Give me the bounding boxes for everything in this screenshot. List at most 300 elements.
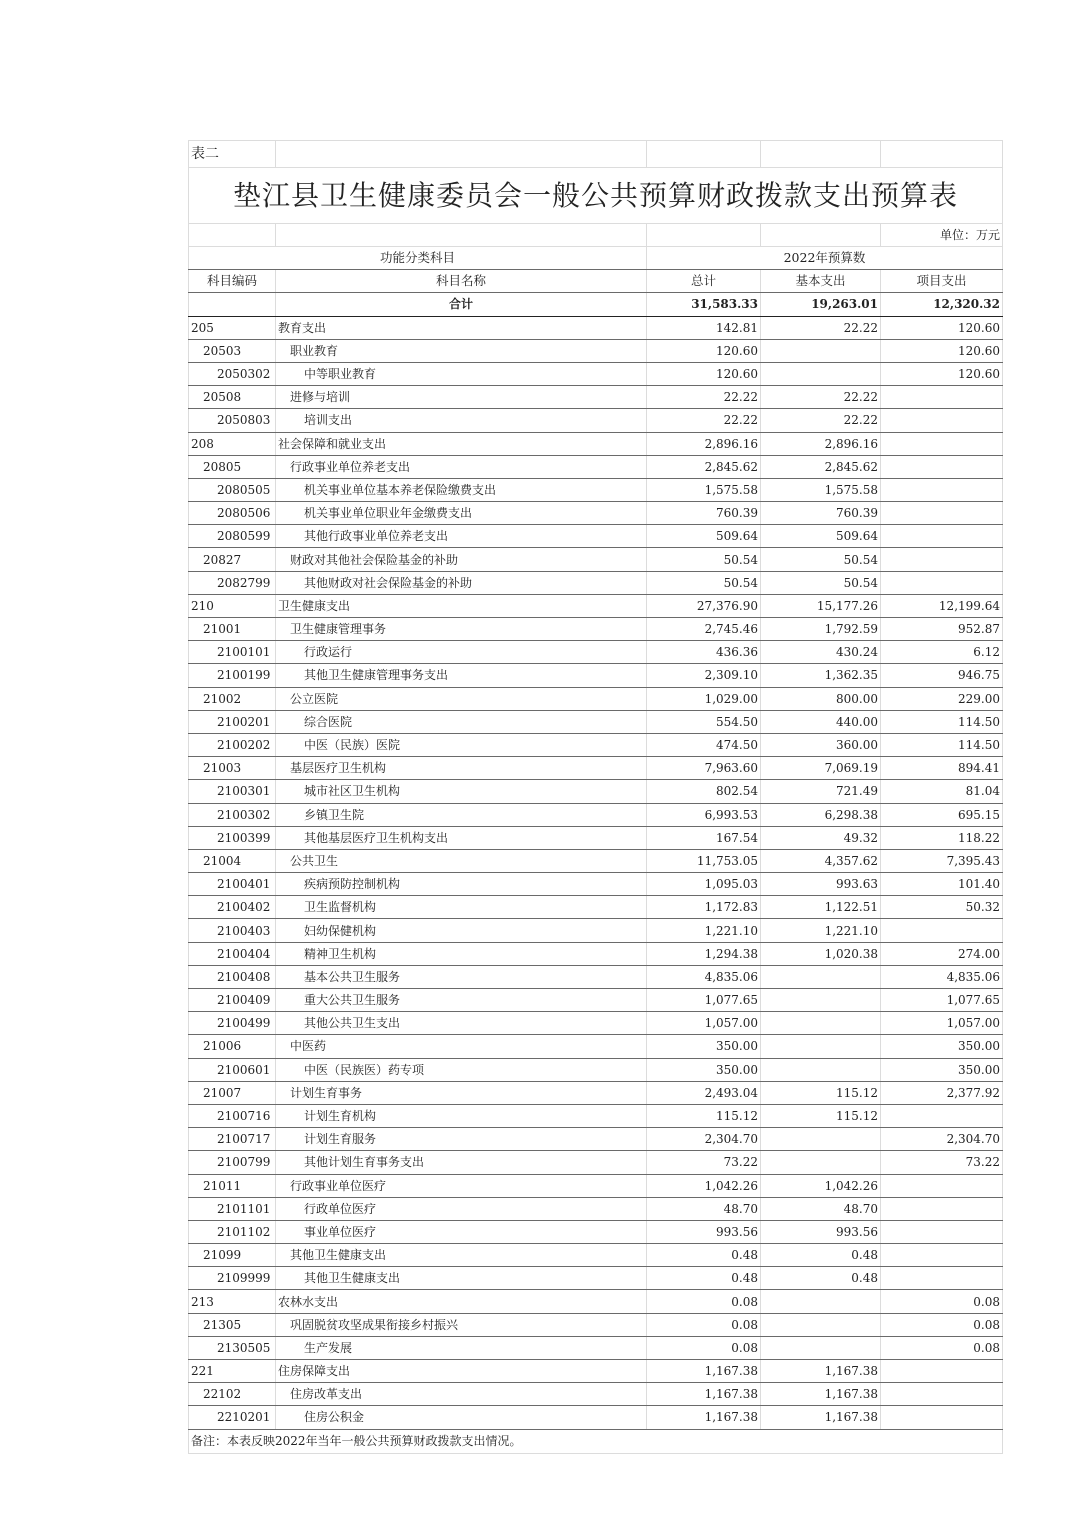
row-code: 21099: [189, 1244, 276, 1267]
table-row: [189, 1267, 1003, 1290]
row-total: 350.00: [647, 1035, 761, 1058]
row-code: 21002: [189, 687, 276, 710]
row-name: 其他基层医疗卫生机构支出: [276, 826, 647, 849]
row-total: 120.60: [647, 339, 761, 362]
row-name: 妇幼保健机构: [276, 919, 647, 942]
table-note: 备注：本表反映2022年当年一般公共预算财政拨款支出情况。: [189, 1429, 1003, 1453]
row-project: [881, 1174, 1003, 1197]
row-basic: [761, 965, 881, 988]
row-project: [881, 1383, 1003, 1406]
row-basic: 7,069.19: [761, 757, 881, 780]
row-code: 205: [189, 316, 276, 339]
row-name: 行政事业单位医疗: [276, 1174, 647, 1197]
row-total: 474.50: [647, 733, 761, 756]
row-project: 952.87: [881, 618, 1003, 641]
table-row: [189, 989, 1003, 1012]
row-name: 财政对其他社会保险基金的补助: [276, 548, 647, 571]
row-total: 2,493.04: [647, 1081, 761, 1104]
row-basic: 115.12: [761, 1081, 881, 1104]
row-code: 2100301: [189, 780, 276, 803]
row-code: 2100399: [189, 826, 276, 849]
row-name: 住房改革支出: [276, 1383, 647, 1406]
row-code: 20805: [189, 455, 276, 478]
row-basic: [761, 1151, 881, 1174]
row-project: [881, 571, 1003, 594]
row-project: [881, 1220, 1003, 1243]
table-row: [189, 1383, 1003, 1406]
row-basic: [761, 362, 881, 385]
row-basic: 1,792.59: [761, 618, 881, 641]
table-row: [189, 386, 1003, 409]
row-code: 21001: [189, 618, 276, 641]
row-total: 22.22: [647, 386, 761, 409]
row-name: 公共卫生: [276, 849, 647, 872]
row-code: 208: [189, 432, 276, 455]
row-code: 2100201: [189, 710, 276, 733]
row-project: [881, 455, 1003, 478]
row-code: 2082799: [189, 571, 276, 594]
row-project: 0.08: [881, 1336, 1003, 1359]
row-total: 11,753.05: [647, 849, 761, 872]
row-code: 2100403: [189, 919, 276, 942]
row-project: 73.22: [881, 1151, 1003, 1174]
row-project: [881, 409, 1003, 432]
row-code: 2100199: [189, 664, 276, 687]
title-row: [189, 168, 1003, 224]
row-code: 2101102: [189, 1220, 276, 1243]
row-basic: 115.12: [761, 1104, 881, 1127]
row-basic: 1,167.38: [761, 1360, 881, 1383]
row-name: 其他卫生健康管理事务支出: [276, 664, 647, 687]
row-project: [881, 478, 1003, 501]
row-name: 中等职业教育: [276, 362, 647, 385]
row-total: 0.48: [647, 1244, 761, 1267]
unit-row: [189, 224, 1003, 247]
row-code: 21007: [189, 1081, 276, 1104]
row-code: 2130505: [189, 1336, 276, 1359]
row-project: 6.12: [881, 641, 1003, 664]
row-basic: [761, 1058, 881, 1081]
table-row: [189, 478, 1003, 501]
row-total: 50.54: [647, 548, 761, 571]
total-basic: 19,263.01: [761, 293, 881, 316]
row-basic: 1,167.38: [761, 1383, 881, 1406]
row-code: 2100408: [189, 965, 276, 988]
row-total: 1,221.10: [647, 919, 761, 942]
row-project: [881, 1197, 1003, 1220]
table-row: [189, 1174, 1003, 1197]
row-basic: [761, 1313, 881, 1336]
row-project: 7,395.43: [881, 849, 1003, 872]
header-budget-group: 2022年预算数: [647, 247, 1003, 270]
row-code: 213: [189, 1290, 276, 1313]
row-project: 0.08: [881, 1313, 1003, 1336]
row-code: 210: [189, 594, 276, 617]
table-row: [189, 757, 1003, 780]
table-row: [189, 1151, 1003, 1174]
header-basic: 基本支出: [761, 270, 881, 293]
table-row: [189, 339, 1003, 362]
total-row: [189, 293, 1003, 316]
table-row: [189, 1313, 1003, 1336]
row-basic: [761, 339, 881, 362]
row-code: 2100401: [189, 873, 276, 896]
table-label-row: [189, 141, 1003, 168]
table-row: [189, 1336, 1003, 1359]
header-group-row: [189, 247, 1003, 270]
budget-sheet: [188, 140, 1002, 1454]
row-project: 118.22: [881, 826, 1003, 849]
row-code: 2210201: [189, 1406, 276, 1429]
row-code: 2100302: [189, 803, 276, 826]
row-name: 行政单位医疗: [276, 1197, 647, 1220]
row-basic: 2,845.62: [761, 455, 881, 478]
row-name: 住房公积金: [276, 1406, 647, 1429]
row-code: 2100799: [189, 1151, 276, 1174]
row-project: 12,199.64: [881, 594, 1003, 617]
row-total: 48.70: [647, 1197, 761, 1220]
row-name: 公立医院: [276, 687, 647, 710]
row-basic: 48.70: [761, 1197, 881, 1220]
row-project: 1,077.65: [881, 989, 1003, 1012]
header-code: 科目编码: [189, 270, 276, 293]
table-row: [189, 1197, 1003, 1220]
row-code: 21011: [189, 1174, 276, 1197]
table-row: [189, 710, 1003, 733]
row-basic: 430.24: [761, 641, 881, 664]
row-code: 20508: [189, 386, 276, 409]
row-name: 事业单位医疗: [276, 1220, 647, 1243]
row-total: 0.48: [647, 1267, 761, 1290]
header-columns-row: [189, 270, 1003, 293]
row-total: 350.00: [647, 1058, 761, 1081]
table-row: [189, 1104, 1003, 1127]
header-project: 项目支出: [881, 270, 1003, 293]
row-total: 73.22: [647, 1151, 761, 1174]
row-name: 生产发展: [276, 1336, 647, 1359]
row-total: 2,309.10: [647, 664, 761, 687]
table-row: [189, 1128, 1003, 1151]
row-code: 2100402: [189, 896, 276, 919]
row-name: 巩固脱贫攻坚成果衔接乡村振兴: [276, 1313, 647, 1336]
row-project: 0.08: [881, 1290, 1003, 1313]
page-title: 垫江县卫生健康委员会一般公共预算财政拨款支出预算表: [189, 168, 1003, 224]
budget-table: [188, 140, 1003, 1454]
row-name: 职业教育: [276, 339, 647, 362]
row-name: 住房保障支出: [276, 1360, 647, 1383]
row-name: 机关事业单位职业年金缴费支出: [276, 502, 647, 525]
row-name: 其他财政对社会保险基金的补助: [276, 571, 647, 594]
row-name: 计划生育服务: [276, 1128, 647, 1151]
row-total: 27,376.90: [647, 594, 761, 617]
row-name: 卫生健康支出: [276, 594, 647, 617]
row-project: [881, 432, 1003, 455]
table-row: [189, 455, 1003, 478]
row-basic: [761, 989, 881, 1012]
row-total: 2,845.62: [647, 455, 761, 478]
row-basic: 1,042.26: [761, 1174, 881, 1197]
row-total: 120.60: [647, 362, 761, 385]
row-project: 114.50: [881, 733, 1003, 756]
row-name: 行政事业单位养老支出: [276, 455, 647, 478]
table-row: [189, 780, 1003, 803]
table-row: [189, 1081, 1003, 1104]
row-name: 其他公共卫生支出: [276, 1012, 647, 1035]
row-total: 142.81: [647, 316, 761, 339]
table-row: [189, 896, 1003, 919]
row-basic: [761, 1290, 881, 1313]
row-project: [881, 1244, 1003, 1267]
row-name: 综合医院: [276, 710, 647, 733]
row-total: 1,172.83: [647, 896, 761, 919]
row-code: 2100716: [189, 1104, 276, 1127]
row-code: 21003: [189, 757, 276, 780]
row-basic: 1,221.10: [761, 919, 881, 942]
row-total: 1,077.65: [647, 989, 761, 1012]
table-row: [189, 873, 1003, 896]
row-basic: 49.32: [761, 826, 881, 849]
row-code: 21004: [189, 849, 276, 872]
row-code: 2100499: [189, 1012, 276, 1035]
table-row: [189, 641, 1003, 664]
row-total: 22.22: [647, 409, 761, 432]
row-total: 2,896.16: [647, 432, 761, 455]
row-basic: [761, 1336, 881, 1359]
row-project: 120.60: [881, 339, 1003, 362]
table-row: [189, 1058, 1003, 1081]
row-code: 2080599: [189, 525, 276, 548]
row-project: [881, 525, 1003, 548]
table-row: [189, 1290, 1003, 1313]
row-name: 社会保障和就业支出: [276, 432, 647, 455]
row-basic: 50.54: [761, 571, 881, 594]
row-project: 120.60: [881, 316, 1003, 339]
row-total: 1,575.58: [647, 478, 761, 501]
row-basic: 1,020.38: [761, 942, 881, 965]
row-code: 2080506: [189, 502, 276, 525]
row-name: 其他计划生育事务支出: [276, 1151, 647, 1174]
row-code: 20827: [189, 548, 276, 571]
row-project: [881, 1104, 1003, 1127]
row-project: 2,377.92: [881, 1081, 1003, 1104]
row-total: 993.56: [647, 1220, 761, 1243]
row-basic: [761, 1128, 881, 1151]
row-code: 20503: [189, 339, 276, 362]
row-total: 2,304.70: [647, 1128, 761, 1151]
row-project: 101.40: [881, 873, 1003, 896]
row-basic: [761, 1012, 881, 1035]
row-total: 7,963.60: [647, 757, 761, 780]
row-basic: 509.64: [761, 525, 881, 548]
row-project: 114.50: [881, 710, 1003, 733]
table-row: [189, 826, 1003, 849]
row-code: 2100409: [189, 989, 276, 1012]
row-total: 6,993.53: [647, 803, 761, 826]
table-row: [189, 687, 1003, 710]
row-project: 695.15: [881, 803, 1003, 826]
row-basic: 6,298.38: [761, 803, 881, 826]
row-project: [881, 548, 1003, 571]
table-row: [189, 618, 1003, 641]
row-total: 1,167.38: [647, 1360, 761, 1383]
row-basic: 360.00: [761, 733, 881, 756]
row-code: 21305: [189, 1313, 276, 1336]
row-basic: 1,167.38: [761, 1406, 881, 1429]
table-row: [189, 525, 1003, 548]
row-total: 1,042.26: [647, 1174, 761, 1197]
row-name: 基本公共卫生服务: [276, 965, 647, 988]
row-basic: 993.56: [761, 1220, 881, 1243]
row-name: 卫生健康管理事务: [276, 618, 647, 641]
row-total: 1,167.38: [647, 1406, 761, 1429]
row-code: 2100404: [189, 942, 276, 965]
table-row: [189, 965, 1003, 988]
row-total: 1,029.00: [647, 687, 761, 710]
header-total: 总计: [647, 270, 761, 293]
table-row: [189, 1244, 1003, 1267]
row-total: 50.54: [647, 571, 761, 594]
table-row: [189, 733, 1003, 756]
row-name: 进修与培训: [276, 386, 647, 409]
row-total: 554.50: [647, 710, 761, 733]
total-sum: 31,583.33: [647, 293, 761, 316]
row-project: 50.32: [881, 896, 1003, 919]
row-basic: 440.00: [761, 710, 881, 733]
row-total: 1,294.38: [647, 942, 761, 965]
table-row: [189, 1220, 1003, 1243]
row-name: 其他卫生健康支出: [276, 1244, 647, 1267]
row-total: 0.08: [647, 1290, 761, 1313]
row-name: 行政运行: [276, 641, 647, 664]
row-name: 中医（民族）医院: [276, 733, 647, 756]
table-row: [189, 571, 1003, 594]
row-name: 基层医疗卫生机构: [276, 757, 647, 780]
total-label: 合计: [276, 293, 647, 316]
row-basic: 760.39: [761, 502, 881, 525]
row-code: 22102: [189, 1383, 276, 1406]
row-total: 436.36: [647, 641, 761, 664]
row-total: 2,745.46: [647, 618, 761, 641]
row-name: 中医（民族医）药专项: [276, 1058, 647, 1081]
row-total: 115.12: [647, 1104, 761, 1127]
row-name: 城市社区卫生机构: [276, 780, 647, 803]
row-code: 2101101: [189, 1197, 276, 1220]
header-name: 科目名称: [276, 270, 647, 293]
row-name: 疾病预防控制机构: [276, 873, 647, 896]
row-project: 4,835.06: [881, 965, 1003, 988]
row-basic: 0.48: [761, 1267, 881, 1290]
total-project: 12,320.32: [881, 293, 1003, 316]
row-code: 2109999: [189, 1267, 276, 1290]
row-basic: 800.00: [761, 687, 881, 710]
row-basic: 993.63: [761, 873, 881, 896]
row-code: 2050302: [189, 362, 276, 385]
row-project: [881, 1267, 1003, 1290]
row-total: 760.39: [647, 502, 761, 525]
table-row: [189, 919, 1003, 942]
row-name: 重大公共卫生服务: [276, 989, 647, 1012]
table-row: [189, 432, 1003, 455]
row-code: 2080505: [189, 478, 276, 501]
table-row: [189, 409, 1003, 432]
row-total: 0.08: [647, 1313, 761, 1336]
table-row: [189, 942, 1003, 965]
row-basic: 50.54: [761, 548, 881, 571]
row-code: 2100601: [189, 1058, 276, 1081]
row-name: 计划生育事务: [276, 1081, 647, 1104]
row-basic: 0.48: [761, 1244, 881, 1267]
table-row: [189, 849, 1003, 872]
row-name: 卫生监督机构: [276, 896, 647, 919]
table-row: [189, 316, 1003, 339]
note-row: [189, 1429, 1003, 1453]
row-basic: 15,177.26: [761, 594, 881, 617]
unit-label: 单位：万元: [881, 224, 1003, 247]
row-basic: 721.49: [761, 780, 881, 803]
row-total: 4,835.06: [647, 965, 761, 988]
table-row: [189, 803, 1003, 826]
row-total: 0.08: [647, 1336, 761, 1359]
row-project: 120.60: [881, 362, 1003, 385]
row-project: 274.00: [881, 942, 1003, 965]
row-name: 教育支出: [276, 316, 647, 339]
row-name: 精神卫生机构: [276, 942, 647, 965]
row-project: 350.00: [881, 1035, 1003, 1058]
row-basic: [761, 1035, 881, 1058]
table-row: [189, 548, 1003, 571]
row-basic: 22.22: [761, 409, 881, 432]
row-project: 81.04: [881, 780, 1003, 803]
row-project: 229.00: [881, 687, 1003, 710]
row-basic: 1,575.58: [761, 478, 881, 501]
row-name: 培训支出: [276, 409, 647, 432]
row-name: 机关事业单位基本养老保险缴费支出: [276, 478, 647, 501]
row-project: [881, 1406, 1003, 1429]
row-total: 802.54: [647, 780, 761, 803]
table-row: [189, 594, 1003, 617]
row-basic: 4,357.62: [761, 849, 881, 872]
table-row: [189, 362, 1003, 385]
row-total: 1,057.00: [647, 1012, 761, 1035]
row-total: 1,167.38: [647, 1383, 761, 1406]
row-name: 中医药: [276, 1035, 647, 1058]
row-code: 2050803: [189, 409, 276, 432]
row-total: 167.54: [647, 826, 761, 849]
header-function-group: 功能分类科目: [189, 247, 647, 270]
row-code: 2100202: [189, 733, 276, 756]
row-name: 其他卫生健康支出: [276, 1267, 647, 1290]
row-code: 2100101: [189, 641, 276, 664]
row-project: [881, 386, 1003, 409]
row-name: 其他行政事业单位养老支出: [276, 525, 647, 548]
row-project: [881, 502, 1003, 525]
table-row: [189, 1406, 1003, 1429]
table-row: [189, 1360, 1003, 1383]
row-basic: 1,362.35: [761, 664, 881, 687]
row-name: 农林水支出: [276, 1290, 647, 1313]
row-project: 946.75: [881, 664, 1003, 687]
row-project: [881, 919, 1003, 942]
row-code: 2100717: [189, 1128, 276, 1151]
row-project: 2,304.70: [881, 1128, 1003, 1151]
row-project: 1,057.00: [881, 1012, 1003, 1035]
row-code: 21006: [189, 1035, 276, 1058]
row-name: 计划生育机构: [276, 1104, 647, 1127]
table-row: [189, 502, 1003, 525]
row-total: 509.64: [647, 525, 761, 548]
row-project: 894.41: [881, 757, 1003, 780]
row-total: 1,095.03: [647, 873, 761, 896]
